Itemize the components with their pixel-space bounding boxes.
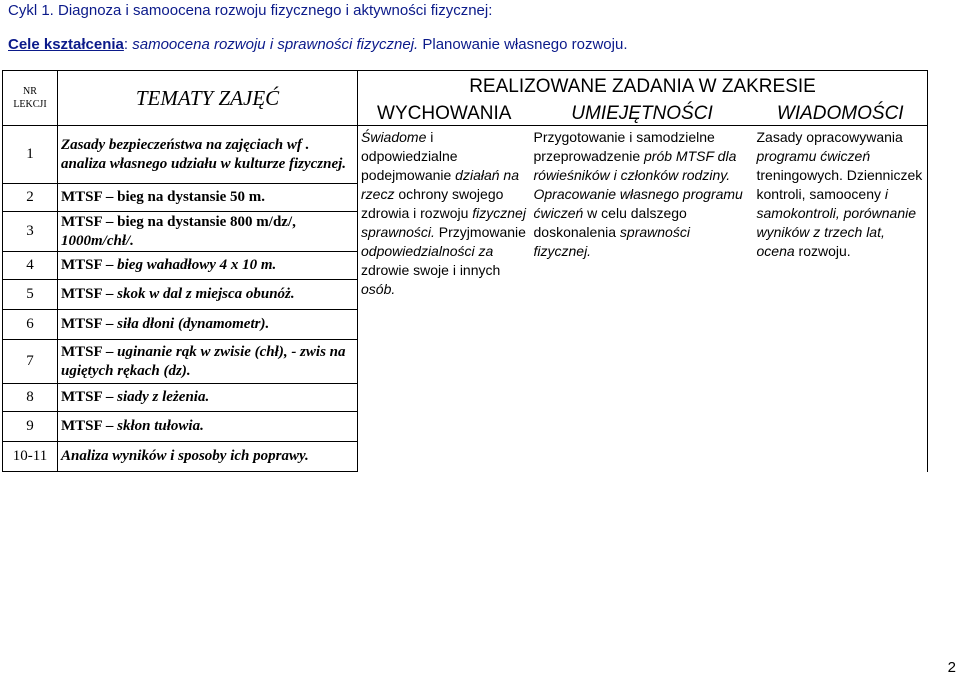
lesson-number: 4 — [3, 252, 58, 280]
lesson-topic — [58, 412, 358, 442]
lesson-topic — [58, 310, 358, 340]
lesson-number: 10-11 — [3, 442, 58, 472]
text-fragment: MTSF – — [61, 418, 118, 434]
text-fragment: MTSF – bieg na dystansie 800 m/dz/, — [61, 213, 296, 230]
text-fragment: Świadome — [361, 129, 427, 145]
lesson-topic — [58, 340, 358, 384]
column-header-topics: TEMATY ZAJĘĆ — [58, 71, 358, 126]
goals-rest: Planowanie własnego rozwoju. — [418, 36, 628, 53]
text-fragment: sprawności fizycznej. — [533, 224, 690, 259]
text-fragment: MTSF – — [61, 316, 118, 332]
text-fragment: uginanie rąk w zwisie (chł), - zwis na ugiętych rękach (dz). — [61, 343, 346, 379]
text-fragment: Analiza wyników i sposoby ich poprawy. — [61, 448, 309, 464]
page-number: 2 — [947, 659, 956, 676]
lesson-number: 1 — [3, 126, 58, 184]
lesson-number: 6 — [3, 310, 58, 340]
text-fragment: i samokontroli, porównanie wyników z trzech lat, ocena — [756, 186, 917, 259]
subheader-upbringing: WYCHOWANIA — [358, 101, 531, 126]
goals-colon: : — [123, 36, 133, 53]
text-fragment: MTSF – bieg na dystansie 50 m. — [61, 189, 266, 205]
upbringing-column-text — [358, 126, 531, 472]
lesson-number: 7 — [3, 340, 58, 384]
table-row — [3, 126, 928, 184]
lesson-topic — [58, 442, 358, 472]
text-fragment: MTSF – — [61, 286, 118, 302]
text-fragment: Zasady opracowywania — [756, 129, 903, 145]
goals-label: Cele kształcenia — [8, 36, 124, 53]
text-fragment: Przygotowanie i samodzielne przeprowadzenie — [533, 129, 715, 164]
text-fragment: siady z leżenia. — [117, 389, 210, 405]
lesson-topic — [58, 126, 358, 184]
column-header-realized: REALIZOWANE ZADANIA W ZAKRESIE — [358, 71, 928, 102]
text-fragment: ochrony swojego zdrowia i rozwoju — [361, 186, 504, 221]
text-fragment: i odpowiedzialne podejmowanie — [361, 129, 458, 183]
text-fragment: w celu dalszego doskonalenia — [533, 205, 687, 240]
lesson-topic — [58, 212, 358, 252]
lesson-topic — [58, 252, 358, 280]
subheader-skills: UMIEJĘTNOŚCI — [531, 101, 754, 126]
text-fragment: programu ćwiczeń — [756, 148, 871, 164]
text-fragment: bieg wahadłowy 4 x 10 m. — [117, 257, 277, 273]
text-fragment: Opracowanie własnego programu ćwiczeń — [533, 186, 743, 221]
lesson-topic — [58, 384, 358, 412]
text-fragment: MTSF – — [61, 389, 118, 405]
goals-italic: samoocena rozwoju i sprawności fizycznej. — [132, 36, 419, 53]
text-fragment: skok w dal z miejsca obunóż. — [117, 286, 295, 302]
text-fragment: rozwoju. — [794, 243, 851, 259]
lesson-number: 5 — [3, 280, 58, 310]
cycle-title: Cykl 1. Diagnoza i samoocena rozwoju fizycznego i aktywności fizycznej: — [8, 2, 493, 19]
subheader-knowledge: WIADOMOŚCI — [754, 101, 928, 126]
text-fragment: Przyjmowanie — [434, 224, 526, 240]
text-fragment: i członków rodziny. — [609, 167, 731, 183]
lesson-number: 9 — [3, 412, 58, 442]
text-fragment: siła dłoni (dynamometr). — [117, 316, 270, 332]
text-fragment: odpowiedzialności za — [361, 243, 494, 259]
text-fragment: prób MTSF dla rówieśników — [533, 148, 737, 183]
column-header-nr: NR LEKCJI — [3, 71, 58, 126]
lesson-topic — [58, 184, 358, 212]
lesson-number: 2 — [3, 184, 58, 212]
lesson-number: 3 — [3, 212, 58, 252]
goals-line — [8, 36, 628, 53]
text-fragment: MTSF – — [61, 257, 118, 273]
lesson-topic — [58, 280, 358, 310]
lesson-number: 8 — [3, 384, 58, 412]
knowledge-column-text — [754, 126, 928, 472]
lesson-plan-table — [2, 70, 928, 472]
text-fragment: działań na rzecz — [361, 167, 519, 202]
skills-column-text — [531, 126, 754, 472]
text-fragment: Zasady bezpieczeństwa na zajęciach wf . analiza własnego udziału w kulturze fizycznej. — [61, 136, 347, 172]
text-fragment: 1000m/chł/. — [61, 232, 134, 249]
text-fragment: zdrowie swoje i innych — [361, 262, 501, 278]
text-fragment: MTSF – — [61, 343, 118, 360]
text-fragment: treningowych. Dzienniczek kontroli, samooceny — [756, 167, 923, 202]
text-fragment: fizycznej sprawności. — [361, 205, 526, 240]
text-fragment: skłon tułowia. — [117, 418, 204, 434]
text-fragment: osób. — [361, 281, 396, 297]
